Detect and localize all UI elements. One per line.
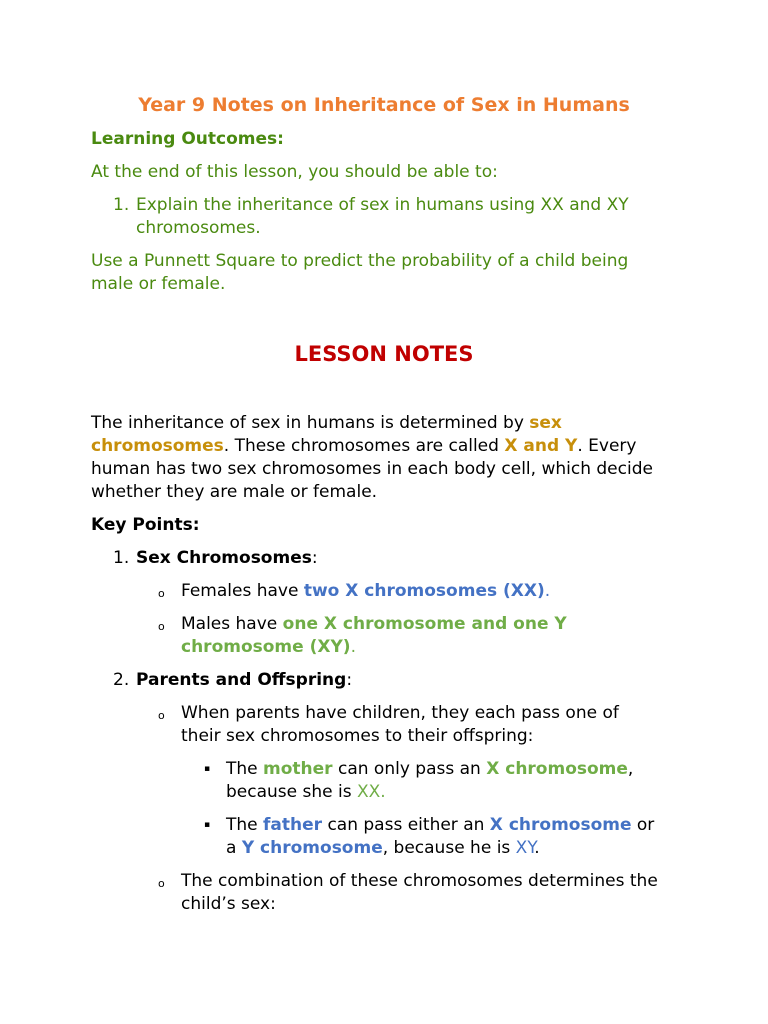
outcome-1-line-2: chromosomes. — [136, 218, 261, 238]
mother-bullet-line-2 — [226, 781, 386, 804]
lesson-notes-heading: LESSON NOTES — [294, 342, 474, 366]
square-bullet-marker: ▪ — [204, 764, 211, 774]
father-term: father — [263, 815, 323, 835]
intro-paragraph-line-2 — [91, 435, 636, 458]
bullet-text: because she is — [226, 782, 357, 802]
outcome-1-line-1: Explain the inheritance of sex in humans using XX and XY — [136, 195, 629, 215]
comma: , — [627, 759, 634, 779]
bullet-text: or — [631, 815, 655, 835]
two-x-chromosomes-term: two X chromosomes (XX) — [303, 581, 545, 601]
x-chromosome-term: X chromosome — [489, 815, 632, 835]
xx-term: XX. — [357, 782, 386, 802]
xy-term: XY — [515, 838, 535, 858]
ring-bullet-marker: o — [158, 587, 165, 600]
punnett-outcome-line-2: male or female. — [91, 274, 226, 294]
colon: : — [346, 670, 353, 690]
parents-bullet-line-1: When parents have children, they each pass one of — [181, 703, 619, 723]
chromosomes-term: chromosomes — [91, 436, 224, 456]
father-bullet-line-1 — [226, 814, 654, 837]
x-and-y-term: X and Y — [504, 436, 578, 456]
bullet-text: , because he is — [382, 838, 516, 858]
y-chromosome-term: Y chromosome — [241, 838, 383, 858]
bullet-text: Females have — [181, 581, 304, 601]
combination-bullet-line-2: child’s sex: — [181, 894, 276, 914]
bullet-text: can only pass an — [332, 759, 487, 779]
males-bullet-line-1 — [181, 613, 567, 636]
sex-chromosomes-label: Sex Chromosomes — [136, 548, 312, 568]
one-x-one-y-term: one X chromosome and one Y — [282, 614, 567, 634]
bullet-text: The — [226, 815, 264, 835]
square-bullet-marker: ▪ — [204, 820, 211, 830]
period: . — [534, 838, 540, 858]
punnett-outcome-line-1: Use a Punnett Square to predict the probability of a child being — [91, 251, 629, 271]
bullet-text: a — [226, 838, 242, 858]
parents-bullet-line-2: their sex chromosomes to their offspring: — [181, 726, 534, 746]
period: . — [544, 581, 551, 601]
intro-text: . These chromosomes are called — [223, 436, 505, 456]
outcome-number-1: 1. — [113, 195, 130, 215]
intro-paragraph-line-4: whether they are male or female. — [91, 482, 378, 502]
key-points-heading: Key Points: — [91, 515, 200, 535]
intro-paragraph-line-3: human has two sex chromosomes in each body cell, which decide — [91, 459, 653, 479]
point-number-1: 1. — [113, 548, 130, 568]
mother-term: mother — [263, 759, 333, 779]
intro-paragraph-line-1 — [91, 412, 562, 435]
sex-term: sex — [529, 413, 562, 433]
parents-offspring-label: Parents and Offspring — [136, 670, 347, 690]
period: . — [350, 637, 356, 657]
ring-bullet-marker: o — [158, 620, 165, 633]
point-number-2: 2. — [113, 670, 130, 690]
point-1-heading — [136, 547, 318, 570]
intro-text: The inheritance of sex in humans is determined by — [91, 413, 530, 433]
ring-bullet-marker: o — [158, 709, 165, 722]
females-bullet — [181, 580, 550, 603]
combination-bullet-line-1: The combination of these chromosomes determines the — [181, 871, 658, 891]
chromosome-xy-term: chromosome (XY) — [181, 637, 351, 657]
ring-bullet-marker: o — [158, 877, 165, 890]
outcomes-intro: At the end of this lesson, you should be able to: — [91, 162, 498, 182]
learning-outcomes-heading: Learning Outcomes: — [91, 129, 284, 149]
point-2-heading — [136, 669, 352, 692]
bullet-text: The — [226, 759, 264, 779]
document-title: Year 9 Notes on Inheritance of Sex in Humans — [138, 94, 630, 116]
x-chromosome-term: X chromosome — [486, 759, 628, 779]
bullet-text: Males have — [181, 614, 283, 634]
father-bullet-line-2 — [226, 837, 540, 860]
bullet-text: can pass either an — [322, 815, 490, 835]
males-bullet-line-2 — [181, 636, 356, 659]
mother-bullet-line-1 — [226, 758, 633, 781]
colon: : — [311, 548, 318, 568]
intro-text: . Every — [577, 436, 637, 456]
